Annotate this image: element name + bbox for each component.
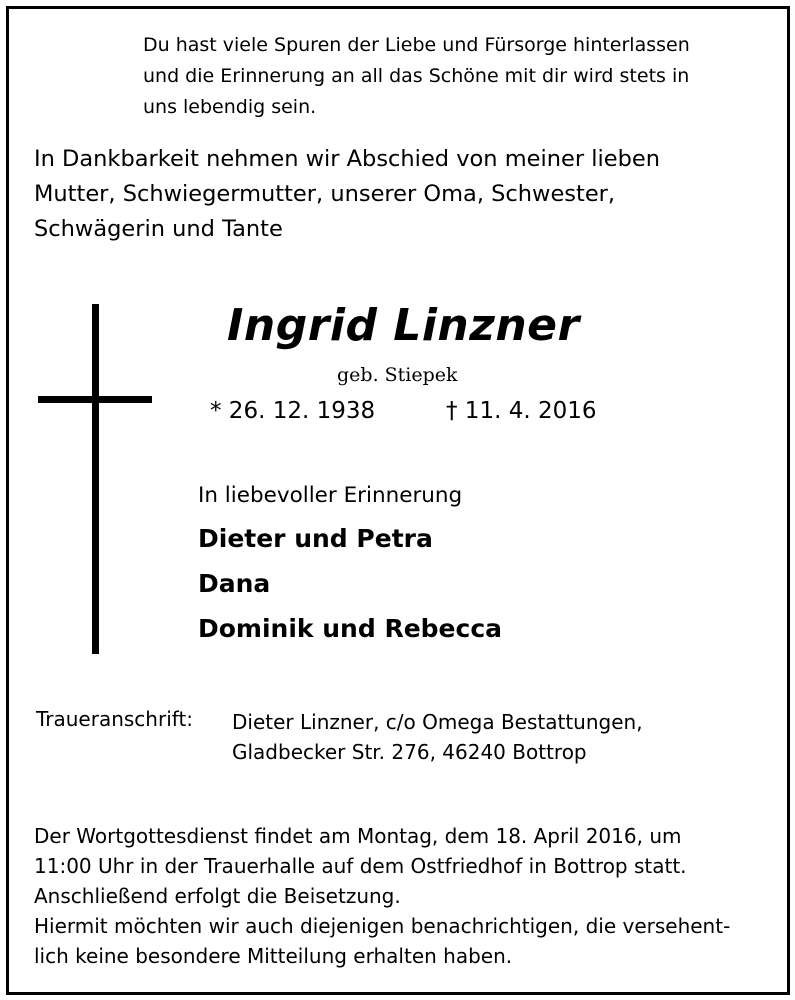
birth-date: * 26. 12. 1938 <box>210 398 376 424</box>
address-line: Gladbecker Str. 276, 46240 Bottrop <box>232 740 587 764</box>
intro-line: Schwägerin und Tante <box>34 216 283 242</box>
remembrance-line: In liebevoller Erinnerung <box>198 483 463 508</box>
quote-line: Du hast viele Spuren der Liebe und Fürsorge hinterlassen <box>143 34 690 56</box>
quote-line: und die Erinnerung an all das Schöne mit dir wird stets in <box>143 65 690 87</box>
mourning-address <box>232 707 643 767</box>
address-label: Traueranschrift: <box>36 707 194 731</box>
cross-icon-bar <box>38 396 152 403</box>
service-line: 11:00 Uhr in der Trauerhalle auf dem Ostfriedhof in Bottrop statt. <box>34 854 687 878</box>
birth-name: geb. Stiepek <box>337 364 458 386</box>
deceased-name: Ingrid Linzner <box>227 300 580 351</box>
farewell-intro <box>34 142 660 247</box>
service-line: lich keine besondere Mitteilung erhalten haben. <box>34 944 513 968</box>
service-notice <box>34 821 730 971</box>
signatory: Dieter und Petra <box>198 524 433 553</box>
signatory: Dominik und Rebecca <box>198 614 503 643</box>
service-line: Hiermit möchten wir auch diejenigen benachrichtigen, die versehent- <box>34 914 731 938</box>
service-line: Der Wortgottesdienst findet am Montag, dem 18. April 2016, um <box>34 824 682 848</box>
death-date: † 11. 4. 2016 <box>446 398 597 424</box>
intro-line: Mutter, Schwiegermutter, unserer Oma, Schwester, <box>34 181 616 207</box>
signatory: Dana <box>198 569 271 598</box>
memorial-quote <box>143 30 690 123</box>
service-line: Anschließend erfolgt die Beisetzung. <box>34 884 401 908</box>
cross-icon <box>92 304 99 654</box>
intro-line: In Dankbarkeit nehmen wir Abschied von meiner lieben <box>34 146 660 172</box>
quote-line: uns lebendig sein. <box>143 96 317 118</box>
address-line: Dieter Linzner, c/o Omega Bestattungen, <box>232 710 643 734</box>
